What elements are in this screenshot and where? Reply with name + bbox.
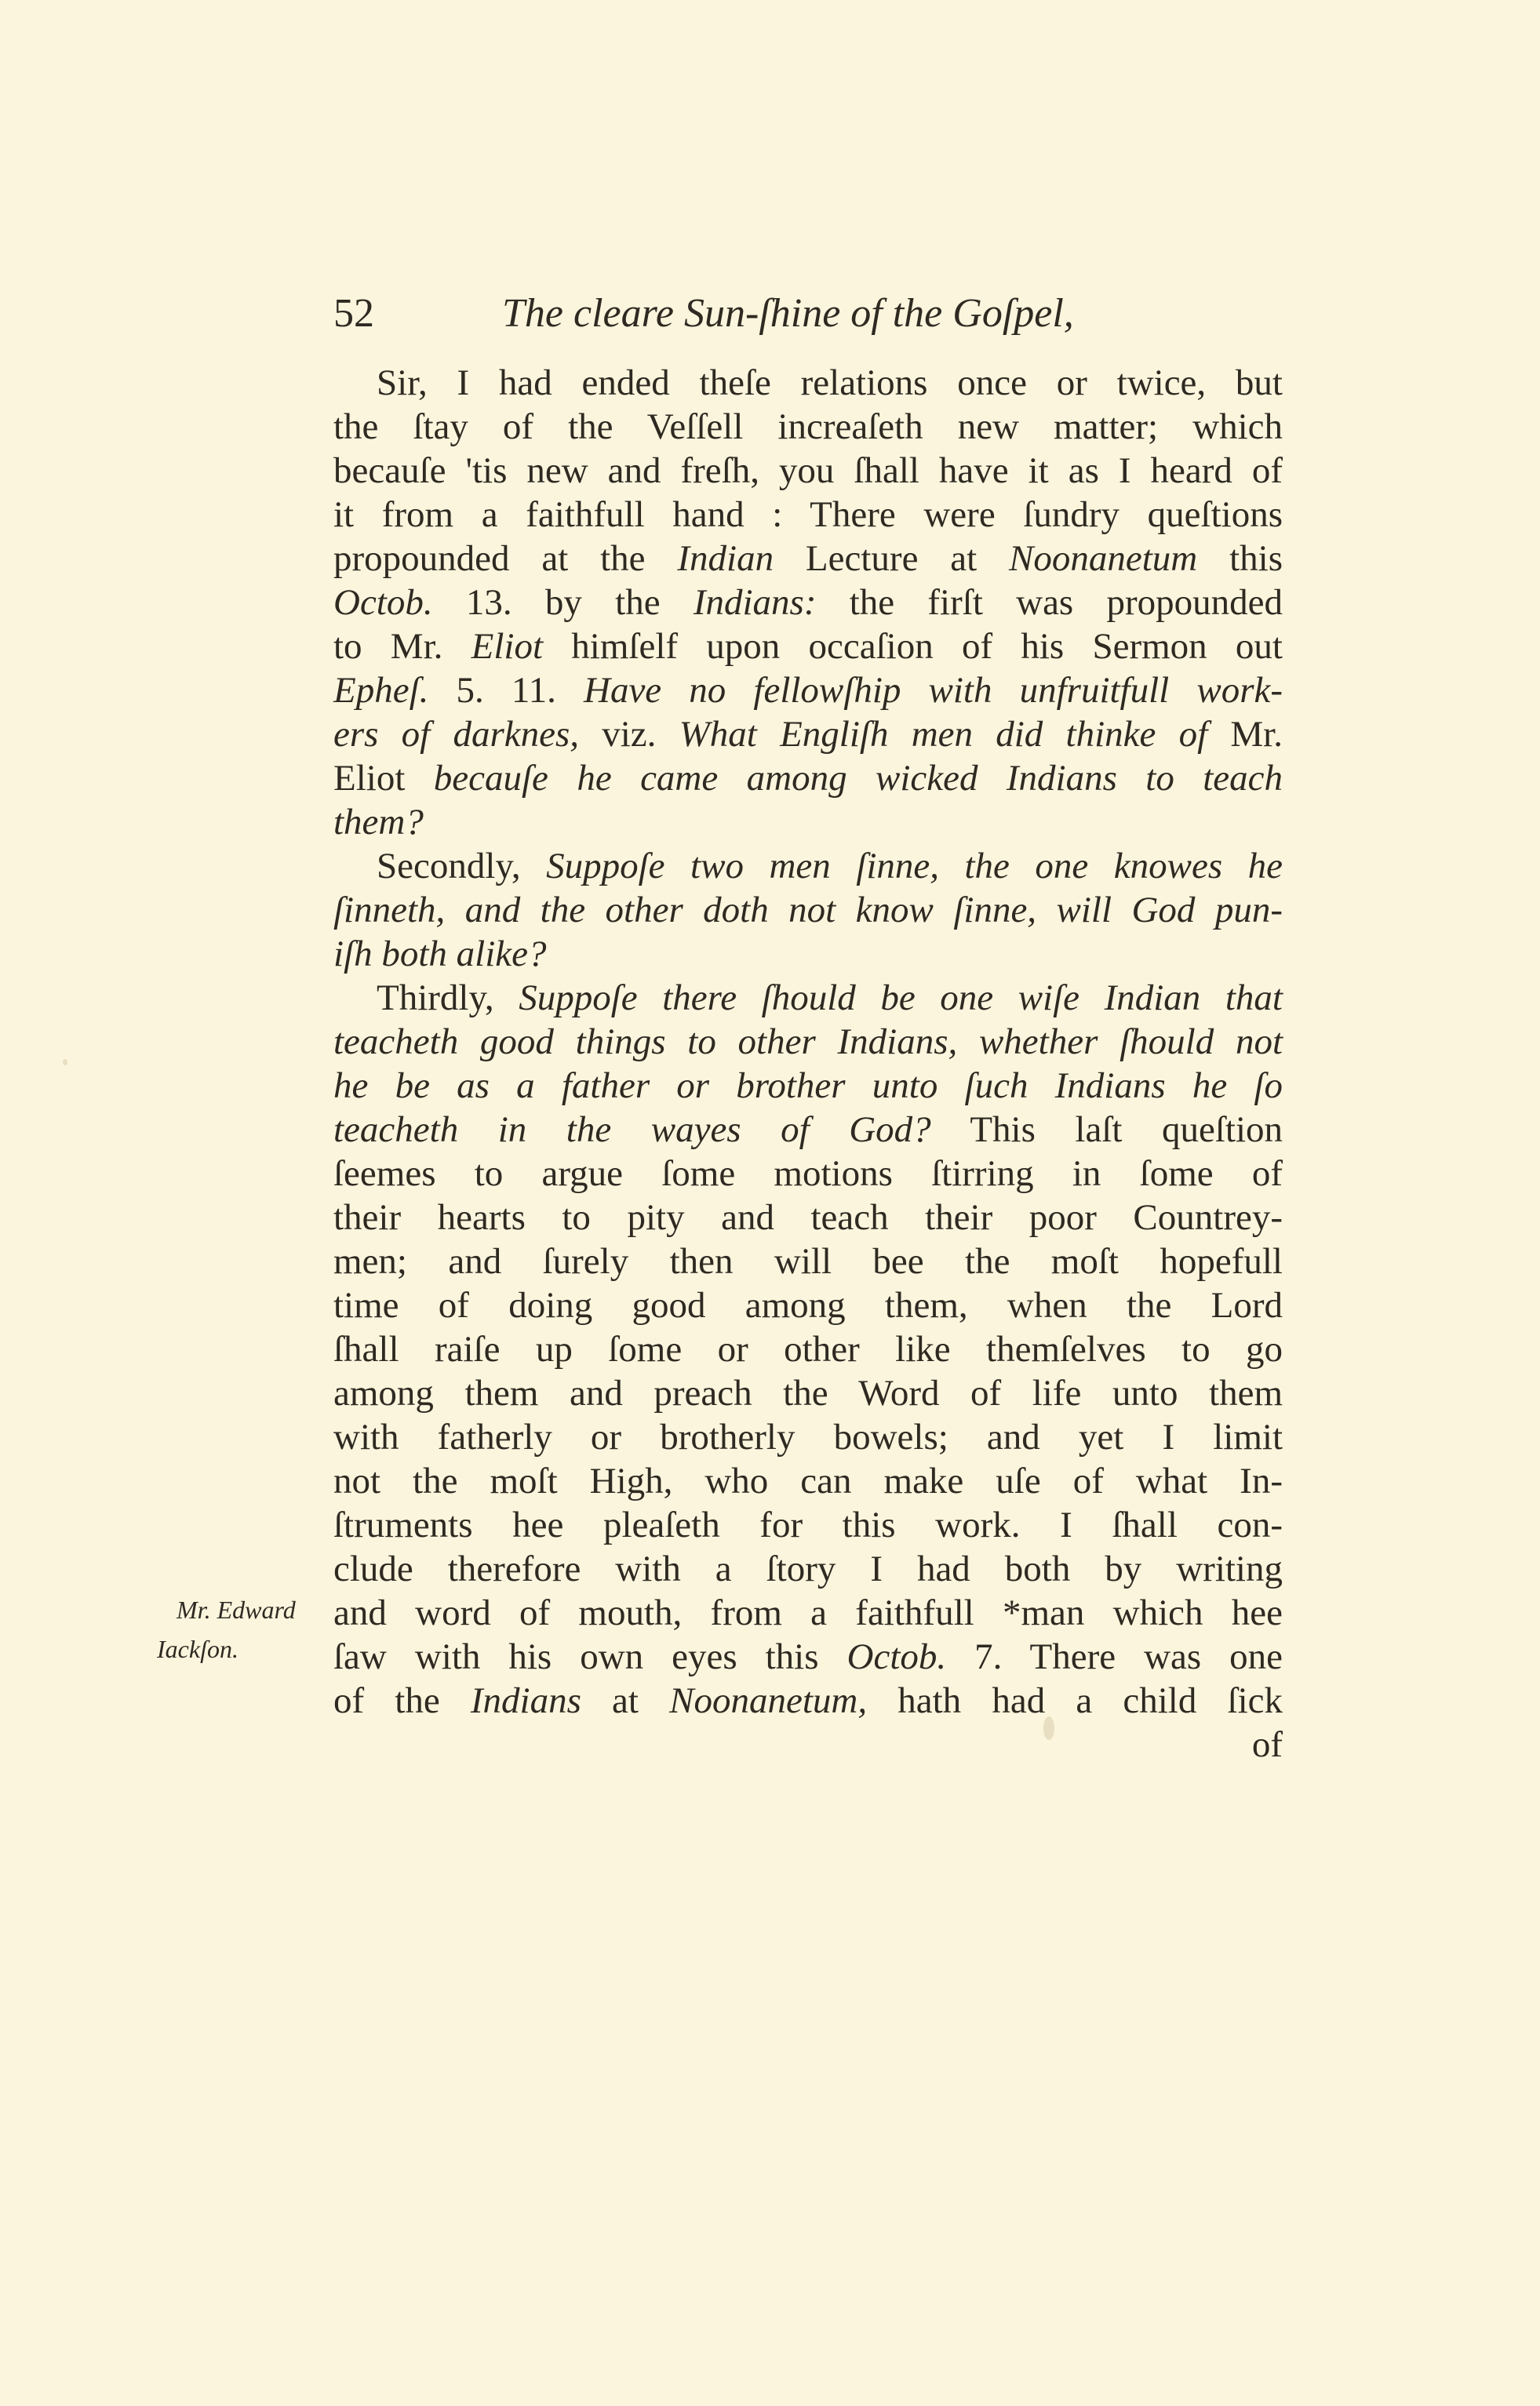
text-line xyxy=(333,537,1283,581)
roman-segment: Thirdly, xyxy=(377,977,519,1018)
roman-segment: Mr. xyxy=(1207,714,1283,755)
roman-segment: of xyxy=(1251,1724,1283,1765)
roman-segment: viz. xyxy=(579,714,679,755)
roman-segment: and word of mouth, from a faithfull *man which hee xyxy=(333,1592,1283,1633)
page-number: 52 xyxy=(333,291,374,336)
roman-segment: time of doing good among them, when the Lord xyxy=(333,1285,1283,1326)
body-text xyxy=(333,361,1283,1767)
text-line xyxy=(333,756,1283,800)
paper-smudge xyxy=(1043,1716,1054,1740)
text-line xyxy=(333,1064,1283,1108)
text-line xyxy=(333,1108,1283,1152)
italic-segment: becauſe he came among wicked Indians to teach xyxy=(433,758,1283,799)
running-title: The cleare Sun-ſhine of the Goſpel, xyxy=(502,291,1074,336)
italic-segment: Octob. xyxy=(846,1636,947,1677)
italic-segment: teacheth good things to other Indians, whether ſhould not xyxy=(333,1021,1283,1062)
roman-segment: This laſt queſtion xyxy=(930,1109,1283,1150)
text-line xyxy=(333,405,1283,449)
text-line xyxy=(333,1371,1283,1415)
roman-segment: clude therefore with a ſtory I had both by writing xyxy=(333,1549,1283,1589)
roman-segment: with fatherly or brotherly bowels; and yet I limit xyxy=(333,1417,1283,1458)
roman-segment: not the moſt High, who can make uſe of what In- xyxy=(333,1461,1283,1501)
text-line xyxy=(333,361,1283,405)
text-line xyxy=(333,1283,1283,1327)
roman-segment: Eliot xyxy=(333,758,434,799)
text-line xyxy=(333,1152,1283,1196)
roman-segment: 5. 11. xyxy=(428,670,584,711)
margin-note-surname: Iackſon. xyxy=(157,1635,238,1663)
roman-segment: 7. There was one xyxy=(946,1636,1283,1677)
running-head xyxy=(333,286,1283,341)
text-line xyxy=(333,1547,1283,1591)
roman-segment: the ſtay of the Veſſell increaſeth new matter; which xyxy=(333,406,1283,447)
text-line xyxy=(333,1635,1283,1679)
roman-segment: ſtruments hee pleaſeth for this work. I ſhall con- xyxy=(333,1505,1283,1545)
italic-segment: Indian xyxy=(677,538,774,579)
roman-segment: at xyxy=(581,1680,670,1721)
text-line xyxy=(333,888,1283,932)
text-line xyxy=(333,581,1283,624)
roman-segment: it from a faithfull hand : There were ſundry queſtions xyxy=(333,494,1283,535)
italic-segment: Eliot xyxy=(471,626,544,667)
text-line xyxy=(333,1679,1283,1723)
roman-segment: hath had a child ſick xyxy=(867,1680,1283,1721)
text-line xyxy=(333,1196,1283,1239)
italic-segment: Indians xyxy=(470,1680,581,1721)
italic-segment: he be as a father or brother unto ſuch Indians he ſo xyxy=(333,1065,1283,1106)
text-line xyxy=(333,1415,1283,1459)
roman-segment: propounded at the xyxy=(333,538,678,579)
italic-segment: Have no fellowſhip with unfruitfull work- xyxy=(584,670,1283,711)
roman-segment: to Mr. xyxy=(333,626,471,667)
roman-segment: 13. by the xyxy=(432,582,694,623)
roman-segment: their hearts to pity and teach their poor Countrey- xyxy=(333,1197,1283,1238)
text-line xyxy=(333,1723,1283,1767)
roman-segment: Sir, I had ended theſe relations once or twice, but xyxy=(377,362,1283,403)
italic-segment: them? xyxy=(333,802,424,843)
roman-segment: of the xyxy=(333,1680,471,1721)
roman-segment: himſelf upon occaſion of his Sermon out xyxy=(543,626,1283,667)
text-line xyxy=(333,844,1283,888)
text-line xyxy=(333,668,1283,712)
italic-segment: What Engliſh men did thinke of xyxy=(679,714,1208,755)
italic-segment: Suppoſe two men ſinne, the one knowes he xyxy=(546,846,1283,886)
roman-segment: this xyxy=(1197,538,1283,579)
italic-segment: Epheſ. xyxy=(333,670,429,711)
italic-segment: iſh both alike? xyxy=(333,934,547,974)
italic-segment: Octob. xyxy=(333,582,433,623)
roman-segment: ſaw with his own eyes this xyxy=(333,1636,847,1677)
roman-segment: Lecture at xyxy=(774,538,1010,579)
text-line xyxy=(333,976,1283,1020)
margin-note-name: Mr. Edward xyxy=(177,1596,296,1624)
italic-segment: Noonanetum xyxy=(1009,538,1198,579)
roman-segment: becauſe 'tis new and freſh, you ſhall have it as I heard of xyxy=(333,450,1283,491)
text-line xyxy=(333,1459,1283,1503)
paper-mark xyxy=(63,1059,67,1065)
italic-segment: Suppoſe there ſhould be one wiſe Indian that xyxy=(519,977,1283,1018)
text-line xyxy=(333,493,1283,537)
text-line xyxy=(333,1020,1283,1064)
text-line xyxy=(333,1327,1283,1371)
italic-segment: teacheth in the wayes of God? xyxy=(333,1109,931,1150)
italic-segment: Indians: xyxy=(693,582,817,623)
text-line xyxy=(333,932,1283,976)
roman-segment: men; and ſurely then will bee the moſt hopefull xyxy=(333,1241,1283,1282)
roman-segment: ſhall raiſe up ſome or other like themſelves to go xyxy=(333,1329,1283,1370)
roman-segment: Secondly, xyxy=(377,846,547,886)
text-line xyxy=(333,800,1283,844)
text-line xyxy=(333,1239,1283,1283)
roman-segment: ſeemes to argue ſome motions ſtirring in ſome of xyxy=(333,1153,1283,1194)
roman-segment: among them and preach the Word of life unto them xyxy=(333,1373,1283,1414)
text-line xyxy=(333,1591,1283,1635)
text-line xyxy=(333,1503,1283,1547)
roman-segment: the firſt was propounded xyxy=(816,582,1283,623)
text-line xyxy=(333,624,1283,668)
text-line xyxy=(333,449,1283,493)
text-line xyxy=(333,712,1283,756)
italic-segment: ers of darknes, xyxy=(333,714,580,755)
italic-segment: Noonanetum, xyxy=(669,1680,868,1721)
italic-segment: ſinneth, and the other doth not know ſinne, will God pun- xyxy=(333,890,1283,930)
